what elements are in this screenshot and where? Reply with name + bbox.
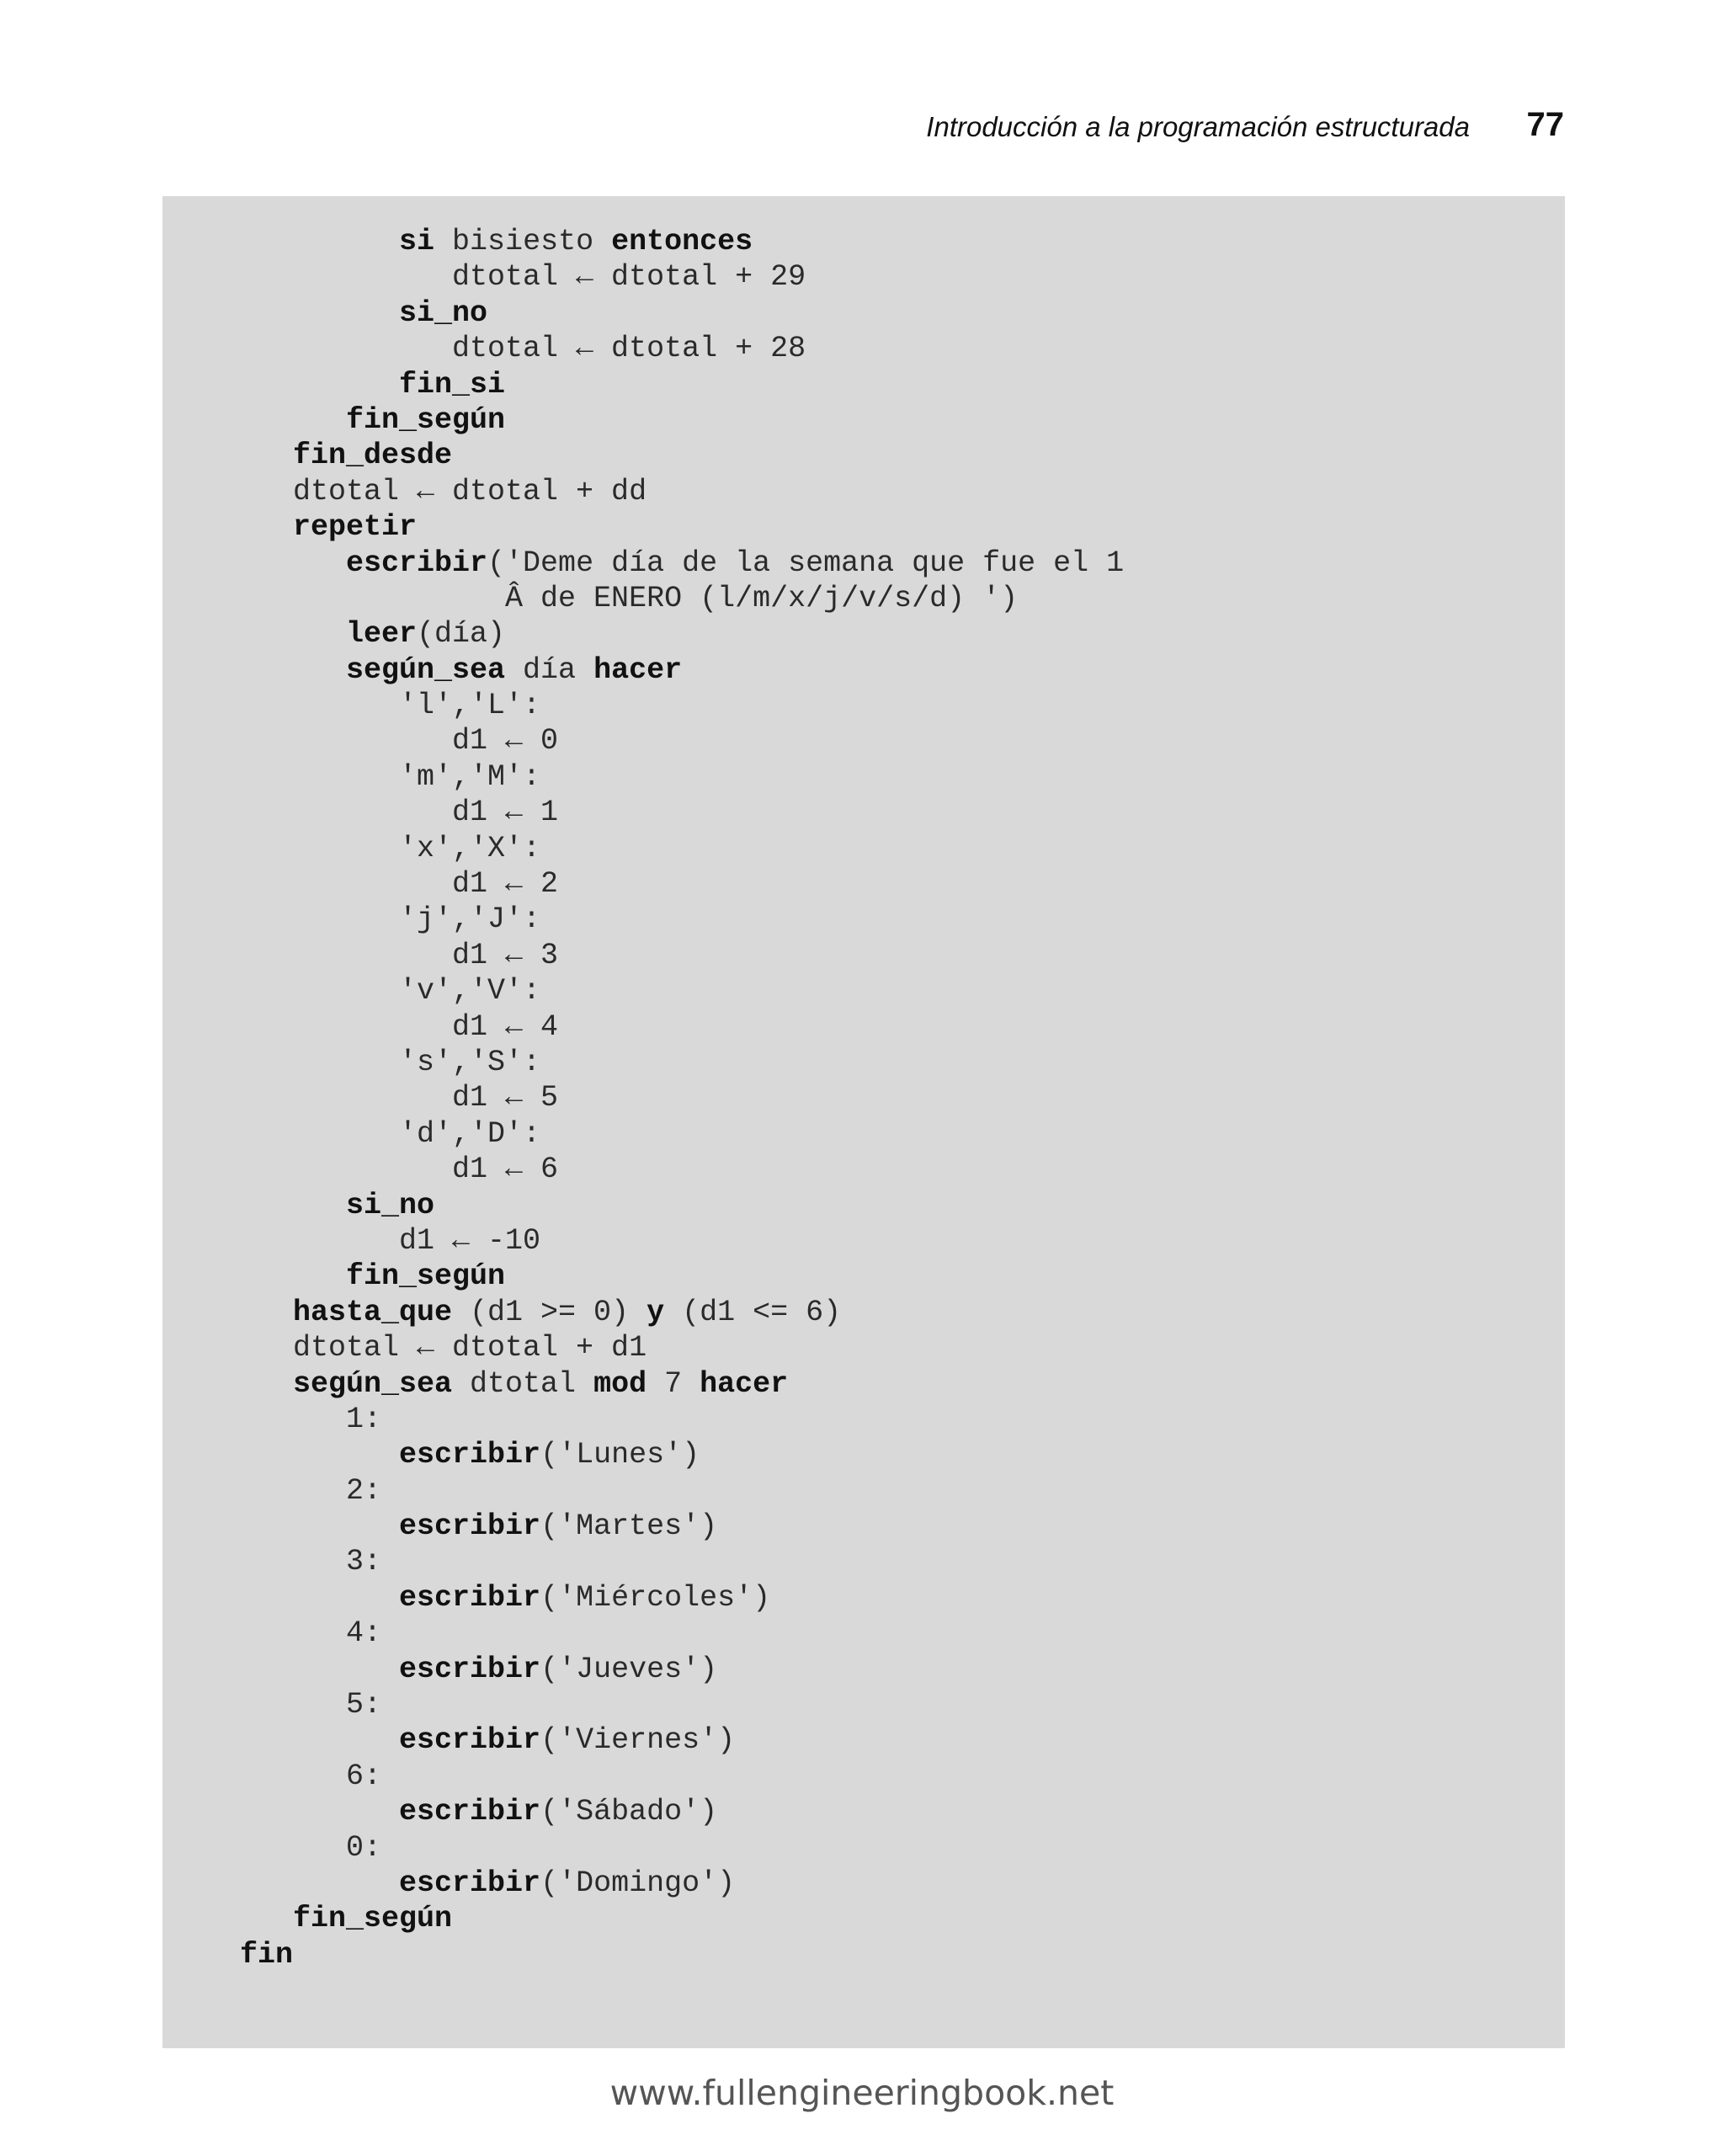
code-text: (día)	[417, 617, 506, 652]
code-text: 's','S':	[293, 1045, 541, 1079]
code-text: d1 ← 5	[293, 1081, 559, 1115]
code-text: dtotal ← dtotal + dd	[293, 474, 647, 508]
code-text: dtotal ← dtotal + 29	[293, 260, 806, 295]
code-text: día	[505, 652, 594, 687]
code-text: d1 ← -10	[293, 1223, 541, 1258]
code-text: 4:	[293, 1616, 382, 1651]
code-line	[240, 1116, 1124, 1152]
code-text: ('Lunes')	[540, 1438, 700, 1472]
code-line	[240, 1223, 1124, 1259]
code-line	[240, 973, 1124, 1009]
code-keyword: fin_según	[293, 1902, 453, 1936]
code-keyword: mod	[593, 1366, 647, 1401]
code-line	[240, 1295, 1124, 1330]
code-line	[240, 331, 1124, 366]
code-text: 5:	[293, 1688, 382, 1722]
code-keyword: fin_según	[346, 1259, 506, 1294]
code-keyword: fin	[240, 1937, 294, 1972]
code-keyword: hacer	[700, 1366, 789, 1401]
code-line	[240, 1188, 1124, 1223]
code-keyword: según_sea	[293, 1366, 453, 1401]
code-line	[240, 1830, 1124, 1866]
code-line	[240, 795, 1124, 830]
code-text: 'v','V':	[293, 974, 541, 1009]
code-text: dtotal ← dtotal + d1	[293, 1331, 647, 1365]
code-line	[240, 1794, 1124, 1829]
code-line	[240, 1080, 1124, 1115]
code-text	[293, 1795, 399, 1829]
code-keyword: escribir	[399, 1580, 541, 1615]
code-text: d1 ← 4	[293, 1009, 559, 1044]
code-text	[293, 617, 346, 651]
code-text	[293, 1509, 399, 1543]
code-text: d1 ← 2	[293, 867, 559, 902]
code-text: dtotal	[452, 1366, 594, 1401]
running-header-title: Introducción a la programación estructurada	[926, 111, 1470, 142]
code-keyword: fin_según	[346, 402, 506, 437]
code-keyword: hasta_que	[293, 1295, 453, 1329]
code-text: ('Jueves')	[540, 1652, 718, 1686]
code-line	[240, 1152, 1124, 1187]
code-text: ('Domingo')	[540, 1866, 736, 1900]
code-keyword: y	[646, 1295, 665, 1329]
code-line	[240, 1509, 1124, 1544]
code-line	[240, 1901, 1124, 1936]
code-text: (d1 <= 6)	[664, 1295, 842, 1329]
code-keyword: escribir	[399, 1795, 541, 1829]
code-line	[240, 652, 1124, 688]
code-keyword: escribir	[399, 1509, 541, 1544]
code-line	[240, 367, 1124, 402]
code-keyword: según_sea	[346, 652, 506, 687]
code-text: 'j','J':	[293, 902, 541, 937]
code-line	[240, 866, 1124, 902]
code-line	[240, 1259, 1124, 1294]
code-line	[240, 1544, 1124, 1579]
code-text: ('Viernes')	[540, 1723, 736, 1758]
code-line	[240, 295, 1124, 331]
code-text: 7	[646, 1366, 700, 1401]
code-keyword: fin_desde	[293, 439, 453, 473]
code-text: d1 ← 3	[293, 938, 559, 972]
code-line	[240, 546, 1124, 581]
code-line	[240, 402, 1124, 438]
code-keyword: escribir	[399, 1652, 541, 1686]
code-line	[240, 1580, 1124, 1616]
code-text	[293, 296, 399, 330]
code-text: 1:	[293, 1402, 382, 1436]
code-text	[293, 1581, 399, 1615]
code-text	[293, 368, 399, 402]
code-text	[293, 1189, 346, 1222]
code-line	[240, 1330, 1124, 1365]
code-line	[240, 1687, 1124, 1722]
code-line	[240, 616, 1124, 652]
code-text	[293, 1866, 399, 1900]
code-line	[240, 1652, 1124, 1687]
code-text: 'x','X':	[293, 831, 541, 865]
code-text: bisiesto	[434, 225, 612, 258]
code-keyword: fin_si	[399, 367, 506, 402]
code-text: 6:	[293, 1759, 382, 1793]
code-text: dtotal ← dtotal + 28	[293, 332, 806, 366]
code-line	[240, 723, 1124, 759]
code-line	[240, 1366, 1124, 1402]
code-text	[293, 1438, 399, 1472]
code-line	[240, 438, 1124, 473]
code-text	[293, 1259, 346, 1293]
code-line	[240, 224, 1124, 259]
code-line	[240, 259, 1124, 295]
code-line	[240, 474, 1124, 509]
code-keyword: escribir	[399, 1723, 541, 1758]
code-listing	[240, 224, 1124, 1972]
code-line	[240, 1402, 1124, 1437]
code-text	[293, 1723, 399, 1757]
code-keyword: si_no	[399, 295, 488, 330]
code-listing-box	[162, 196, 1565, 2048]
code-keyword: entonces	[611, 225, 753, 258]
code-text: d1 ← 6	[293, 1153, 559, 1187]
code-line	[240, 902, 1124, 937]
code-keyword: si	[399, 225, 435, 258]
code-line	[240, 1937, 1124, 1972]
code-line	[240, 1722, 1124, 1758]
code-keyword: escribir	[399, 1866, 541, 1900]
code-text: ('Deme día de la semana que fue el 1	[487, 546, 1125, 580]
page-number: 77	[1526, 106, 1564, 143]
code-text: ('Sábado')	[540, 1795, 718, 1829]
code-keyword: escribir	[399, 1438, 541, 1472]
code-line	[240, 1616, 1124, 1651]
code-keyword: leer	[346, 617, 418, 652]
code-text: 2:	[293, 1473, 382, 1508]
code-text: d1 ← 0	[293, 724, 559, 759]
code-line	[240, 1759, 1124, 1794]
code-text: Â de ENERO (l/m/x/j/v/s/d) ')	[293, 581, 1019, 615]
code-line	[240, 1009, 1124, 1045]
code-keyword: hacer	[593, 652, 683, 687]
code-line	[240, 1866, 1124, 1901]
code-line	[240, 581, 1124, 616]
code-text	[293, 225, 399, 258]
code-text: 'd','D':	[293, 1116, 541, 1151]
code-keyword: escribir	[346, 546, 488, 580]
code-text: ('Miércoles')	[540, 1580, 771, 1615]
code-text: 0:	[293, 1830, 382, 1865]
code-text: 'l','L':	[293, 689, 541, 723]
code-text: 3:	[293, 1545, 382, 1579]
code-line	[240, 1437, 1124, 1472]
code-text	[293, 653, 346, 687]
code-line	[240, 1045, 1124, 1080]
code-line	[240, 1473, 1124, 1509]
code-line	[240, 688, 1124, 723]
code-text: ('Martes')	[540, 1509, 718, 1544]
code-keyword: si_no	[346, 1188, 435, 1222]
code-text: d1 ← 1	[293, 796, 559, 830]
code-line	[240, 831, 1124, 866]
code-line	[240, 938, 1124, 973]
code-text	[293, 546, 346, 580]
code-text	[293, 403, 346, 437]
code-line	[240, 759, 1124, 795]
code-keyword: repetir	[293, 510, 418, 545]
code-text: 'm','M':	[293, 759, 541, 794]
code-line	[240, 509, 1124, 545]
footer-url: www.fullengineeringbook.net	[609, 2073, 1115, 2113]
code-text: (d1 >= 0)	[452, 1295, 647, 1329]
code-text	[293, 1653, 399, 1686]
